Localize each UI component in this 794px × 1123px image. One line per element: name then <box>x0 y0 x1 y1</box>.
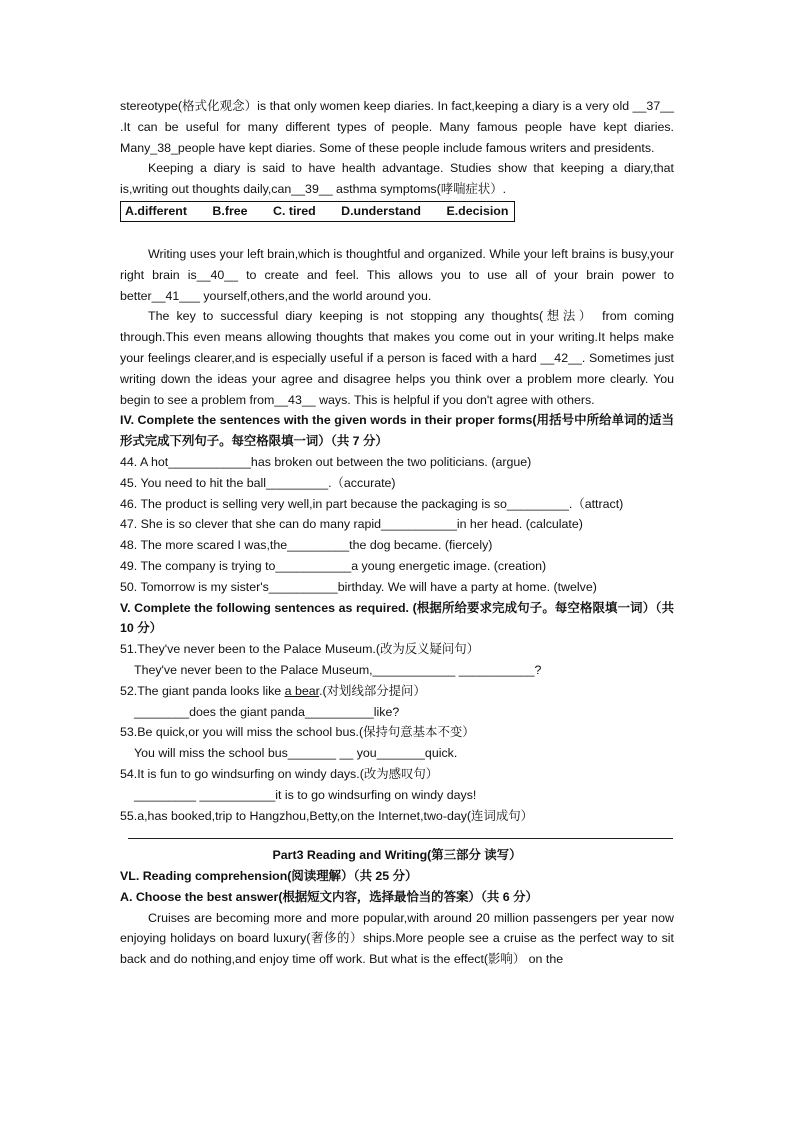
part-3-title: Part3 Reading and Writing(第三部分 读写） <box>272 848 522 863</box>
question-52 <box>120 681 674 702</box>
question-48: 48. The more scared I was,the_________the dog became. (fiercely) <box>120 538 493 553</box>
section-6a-heading: A. Choose the best answer(根据短文内容，选择最恰当的答案）（共 6 分） <box>120 889 538 904</box>
question-55: 55.a,has booked,trip to Hangzhou,Betty,on the Internet,two-day(连词成句） <box>120 808 534 823</box>
question-54-answer: _________ ___________it is to go windsurfing on windy days! <box>134 787 477 802</box>
section-5-heading: V. Complete the following sentences as required. (根据所给要求完成句子。每空格限填一词）（共 10 分） <box>120 600 674 636</box>
spacer <box>120 222 674 244</box>
question-50: 50. Tomorrow is my sister's__________birthday. We will have a party at home. (twelve) <box>120 579 597 594</box>
option-d: D.understand <box>341 203 421 218</box>
question-54: 54.It is fun to go windsurfing on windy days.(改为感叹句） <box>120 766 439 781</box>
option-c: C. tired <box>273 203 316 218</box>
cloze-paragraph-1: stereotype(格式化观念）is that only women keep diaries. In fact,keeping a diary is a very old __37__ .It can be useful for many different types of people. Many famous people have kept diaries. Many_38_people have kept diaries. Some of these people include famous writers and presidents. <box>120 99 674 155</box>
cloze-paragraph-4: The key to successful diary keeping is not stopping any thoughts(想法） from coming through.This even means allowing thoughts that makes you come out in your writing.It helps make your feelings clearer,and is especially useful if a person is faced with a hard __42__. Sometimes just writing down the ideas your agree and disagree helps you think over a problem more clearly. You begin to see a problem from__43__ ways. This is helpful if you don't agree with others. <box>120 309 674 407</box>
section-6-heading: VL. Reading comprehension(阅读理解）（共 25 分） <box>120 869 418 884</box>
question-52-answer: ________does the giant panda__________like? <box>134 704 400 719</box>
section-divider <box>128 838 673 839</box>
question-52-post: .(对划线部分提问） <box>319 683 426 698</box>
question-52-underlined: a bear <box>284 683 320 698</box>
question-44: 44. A hot____________has broken out between the two politicians. (argue) <box>120 454 532 469</box>
option-b: B.free <box>212 203 248 218</box>
reading-passage: Cruises are becoming more and more popular,with around 20 million passengers per year now enjoying holidays on board luxury(奢侈的）ships.More people see a cruise as the perfect way to sit back and do nothing,and enjoy time off work. But what is the effect(影响） on the <box>120 910 674 967</box>
question-46: 46. The product is selling very well,in part because the packaging is so_________.（attract) <box>120 496 624 511</box>
section-4-heading: IV. Complete the sentences with the given words in their proper forms(用括号中所给单词的适当形式完成下列句子。每空格限填一词）（共 7 分） <box>120 413 674 449</box>
question-53: 53.Be quick,or you will miss the school bus.(保持句意基本不变） <box>120 725 475 740</box>
option-e: E.decision <box>446 203 509 218</box>
cloze-paragraph-3: Writing uses your left brain,which is thoughtful and organized. While your left brains is busy,your right brain is__40__ to create and feel. This allows you to use all of your brain power to better__41___ yourself,others,and the world around you. <box>120 246 674 303</box>
question-51: 51.They've never been to the Palace Museum.(改为反义疑问句） <box>120 642 480 657</box>
question-53-answer: You will miss the school bus_______ __ you_______quick. <box>134 746 458 761</box>
question-45: 45. You need to hit the ball_________.（accurate) <box>120 475 396 490</box>
question-52-pre: 52.The giant panda looks like <box>120 683 285 698</box>
option-a: A.different <box>125 203 187 218</box>
document-page <box>120 96 674 970</box>
question-49: 49. The company is trying to___________a young energetic image. (creation) <box>120 558 547 573</box>
word-options-box <box>120 201 515 222</box>
question-51-answer: They've never been to the Palace Museum,____________ ___________? <box>134 662 542 677</box>
cloze-paragraph-2: Keeping a diary is said to have health advantage. Studies show that keeping a diary,that is,writing out thoughts daily,can__39__ asthma symptoms(哮喘症状）. <box>120 161 674 197</box>
question-47: 47. She is so clever that she can do many rapid___________in her head. (calculate) <box>120 517 583 532</box>
